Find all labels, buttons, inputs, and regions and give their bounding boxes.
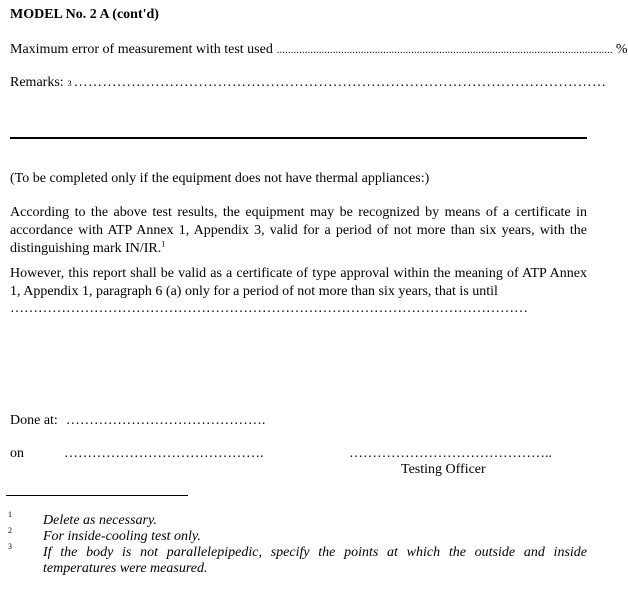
paragraph-validity [10,265,587,301]
footnote-3-text: If the body is not parallelepipedic, specify the points at which the outside and inside temperatures were measured. [43,545,587,576]
paragraph-validity-dots: ………………………………………………………………………………………………… [10,301,528,316]
paragraph-recognition-footnote-ref: 1 [161,239,166,249]
max-error-label: Maximum error of measurement with test used [10,42,273,57]
thermal-note: (To be completed only if the equipment does not have thermal appliances:) [10,171,430,186]
remarks-line: Remarks: 3 ………………………………………………………………………………………………… [10,75,607,90]
footnote-3-number: 3 [8,542,12,551]
footnote-2-number: 2 [8,526,12,535]
signature-label: Testing Officer [401,462,486,477]
footnote-2-text: For inside-cooling test only. [43,529,201,544]
max-error-line [10,42,628,58]
max-error-unit: % [615,42,628,57]
footnote-1-number: 1 [8,510,12,519]
paragraph-recognition-text: According to the above test results, the equipment may be recognized by means of a certificate in accordance with ATP Annex 1, Appendix 3, valid for a period of not more than six years, with the distinguishing mark IN/IR. [10,205,587,256]
signature-dots: …………………………………….. [349,446,552,461]
footnote-1-text: Delete as necessary. [43,513,157,528]
paragraph-recognition [10,204,587,258]
on-label: on [10,446,24,461]
on-dots: ……………………………………. [64,446,264,461]
done-at-line [10,413,265,429]
max-error-dots: ........................................................................................................................ [276,45,613,56]
remarks-label: Remarks: [10,75,64,90]
paragraph-validity-text: However, this report shall be valid as a certificate of type approval within the meaning of ATP Annex 1, Appendix 1, paragraph 6 (a) only for a period of not more than six years, that is until [10,266,587,299]
done-at-label: Done at: [10,413,58,428]
footnote-separator [6,495,188,496]
section-divider [10,137,587,139]
on-line [10,446,264,462]
page-heading: MODEL No. 2 A (cont'd) [10,7,159,22]
remarks-dots: ………………………………………………………………………………………………… [73,75,607,90]
done-at-dots: ……………………………………. [65,413,266,428]
